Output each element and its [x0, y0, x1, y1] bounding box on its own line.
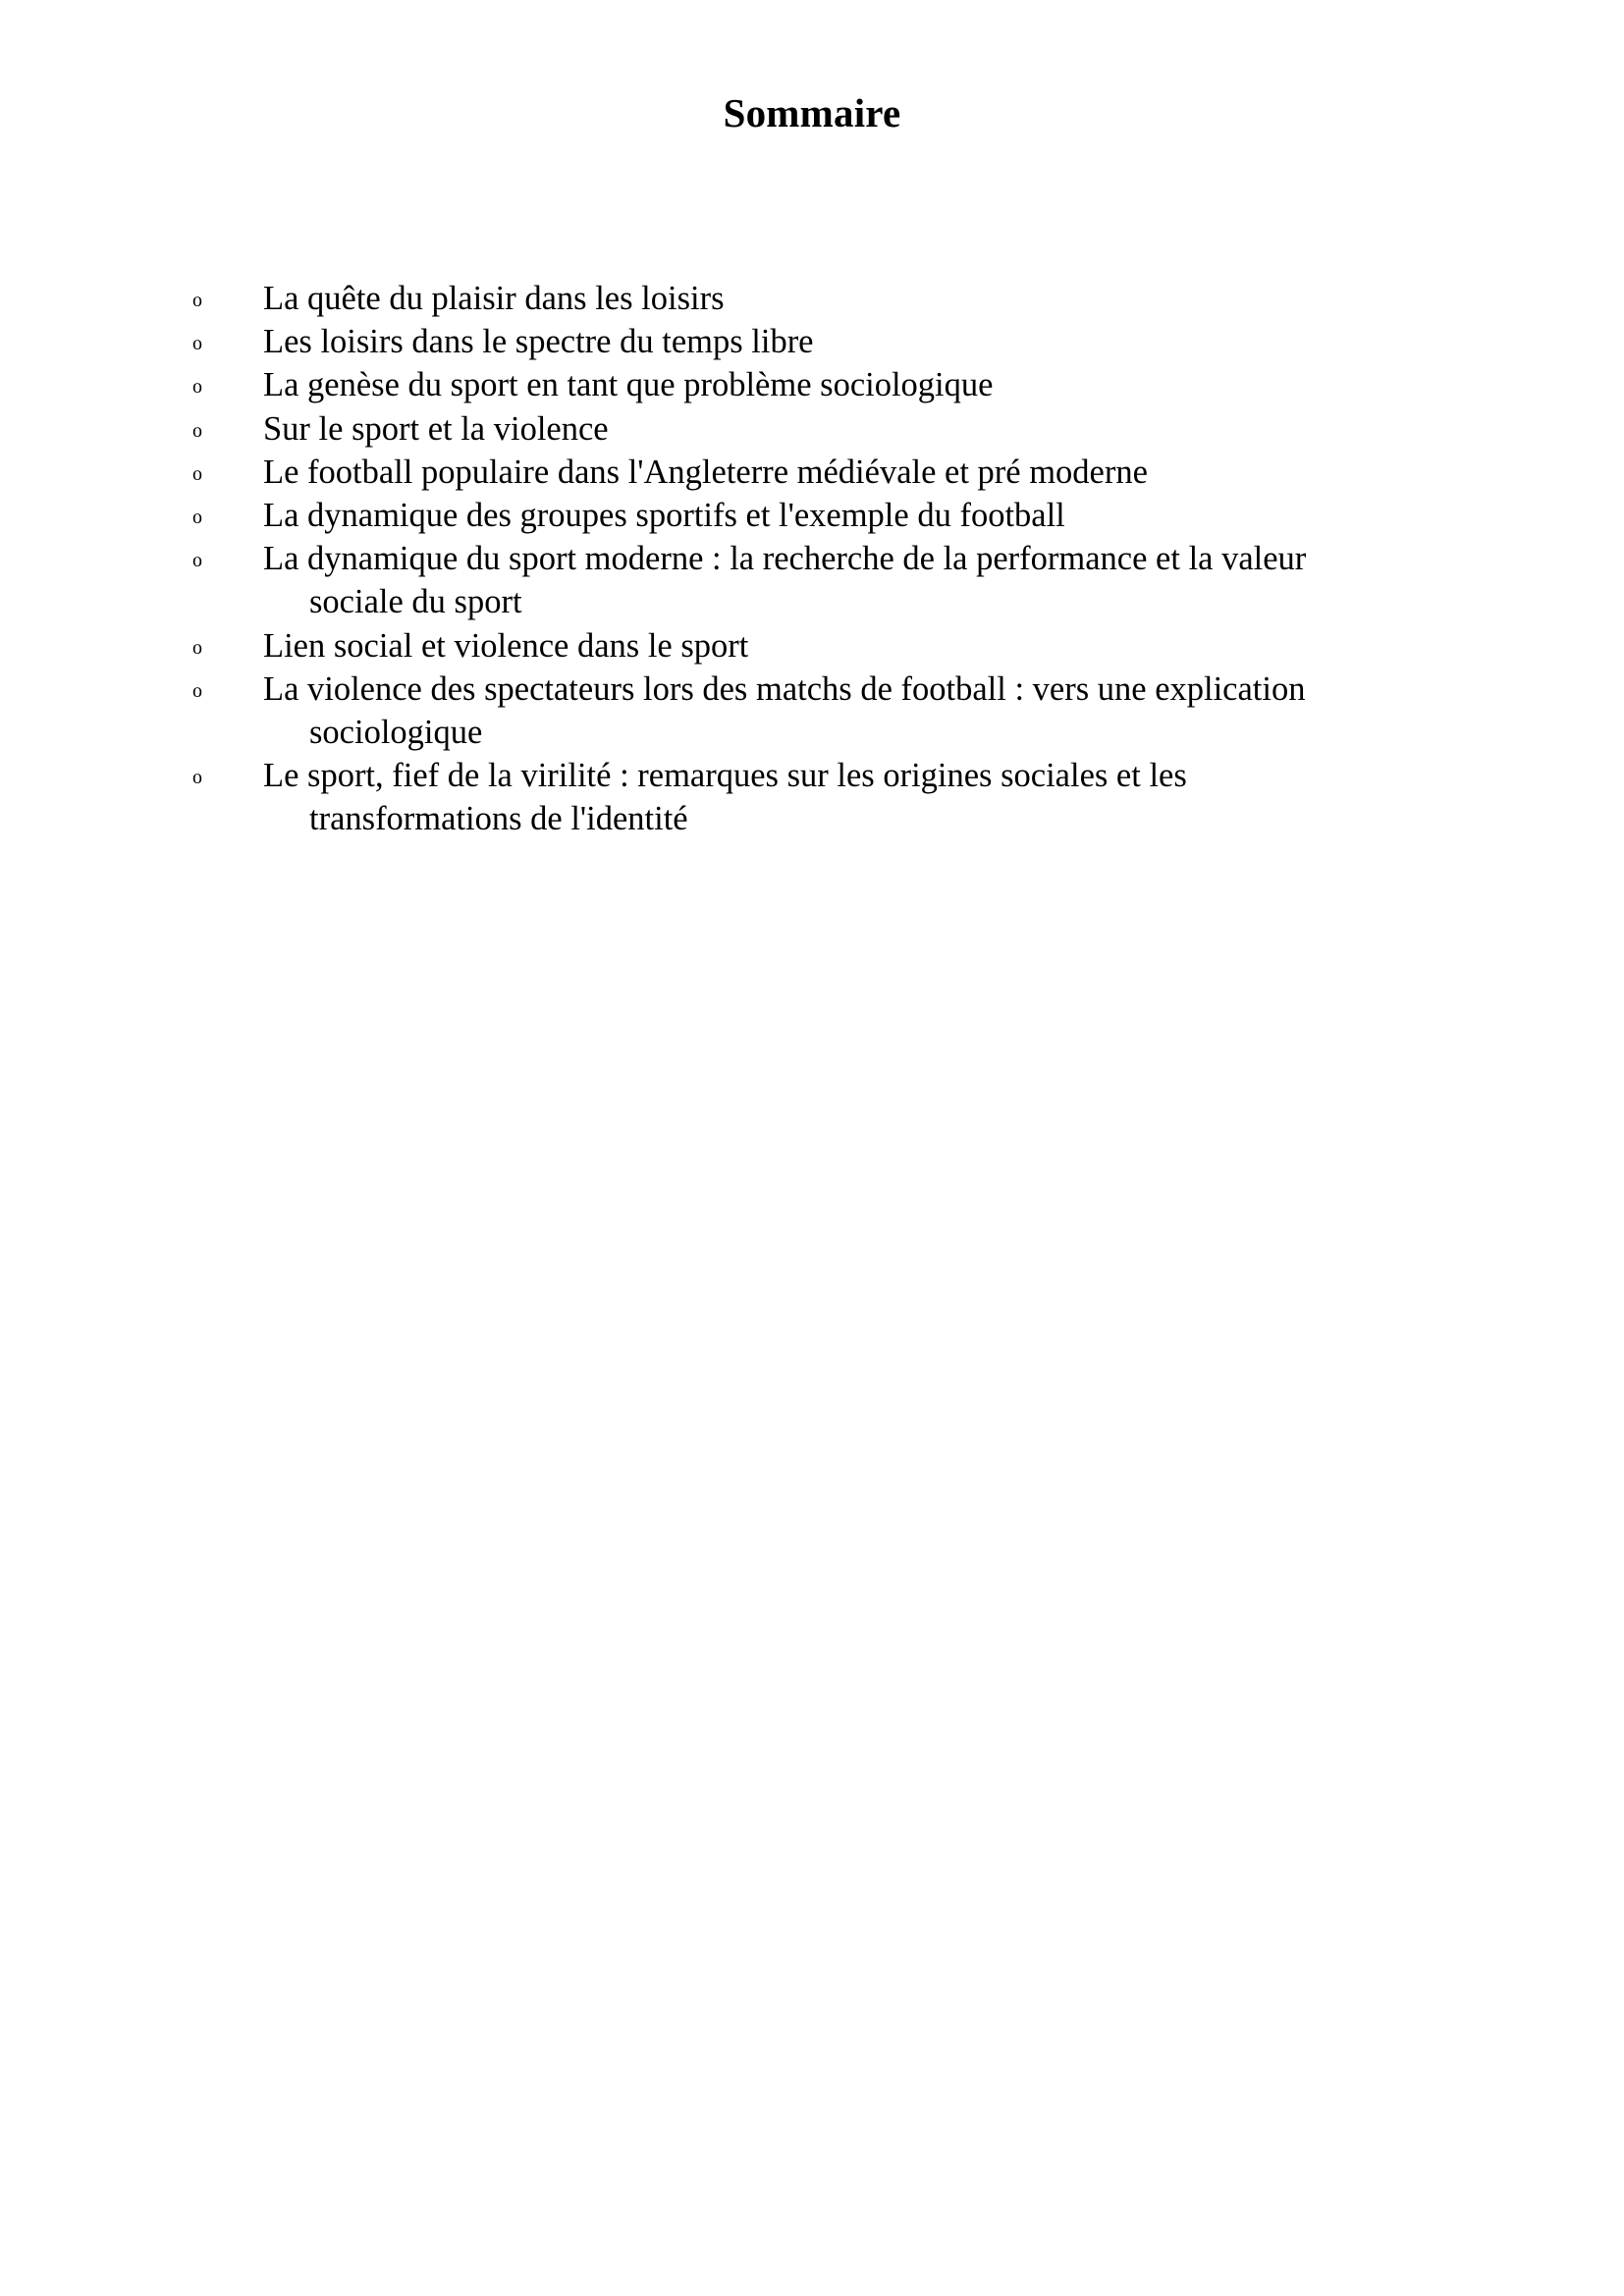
toc-item-label: La violence des spectateurs lors des matchs de football : vers une explication sociologique: [263, 669, 1306, 752]
toc-item-label: Le football populaire dans l'Angleterre médiévale et pré moderne: [263, 453, 1148, 491]
circle-bullet-icon: o: [192, 376, 202, 399]
list-item: [0, 667, 1624, 754]
circle-bullet-icon: o: [192, 679, 202, 702]
list-item: [0, 277, 1624, 320]
circle-bullet-icon: o: [192, 550, 202, 572]
list-item: [0, 754, 1624, 840]
table-of-contents-list: [0, 277, 1624, 841]
toc-item-label: Sur le sport et la violence: [263, 409, 609, 448]
toc-item-label: La dynamique du sport moderne : la recherche de la performance et la valeur sociale du sport: [263, 540, 1307, 621]
circle-bullet-icon: o: [192, 333, 202, 355]
page-title: Sommaire: [723, 90, 901, 136]
list-item: [0, 320, 1624, 363]
toc-item-label: La genèse du sport en tant que problème sociologique: [263, 366, 994, 404]
circle-bullet-icon: o: [192, 507, 202, 529]
list-item: [0, 407, 1624, 451]
toc-item-label: Lien social et violence dans le sport: [263, 626, 749, 665]
list-item: [0, 451, 1624, 494]
list-item: [0, 537, 1624, 623]
list-item: [0, 624, 1624, 667]
toc-item-label: Les loisirs dans le spectre du temps libre: [263, 323, 814, 361]
list-item: [0, 494, 1624, 537]
toc-item-label: La quête du plaisir dans les loisirs: [263, 280, 725, 317]
circle-bullet-icon: o: [192, 290, 202, 311]
toc-item-label: Le sport, fief de la virilité : remarques sur les origines sociales et les transformations de l'identité: [263, 757, 1187, 838]
list-item: [0, 363, 1624, 406]
circle-bullet-icon: o: [192, 419, 202, 442]
circle-bullet-icon: o: [192, 462, 202, 485]
circle-bullet-icon: o: [192, 636, 202, 659]
circle-bullet-icon: o: [192, 767, 202, 789]
toc-item-label: La dynamique des groupes sportifs et l'exemple du football: [263, 497, 1065, 535]
